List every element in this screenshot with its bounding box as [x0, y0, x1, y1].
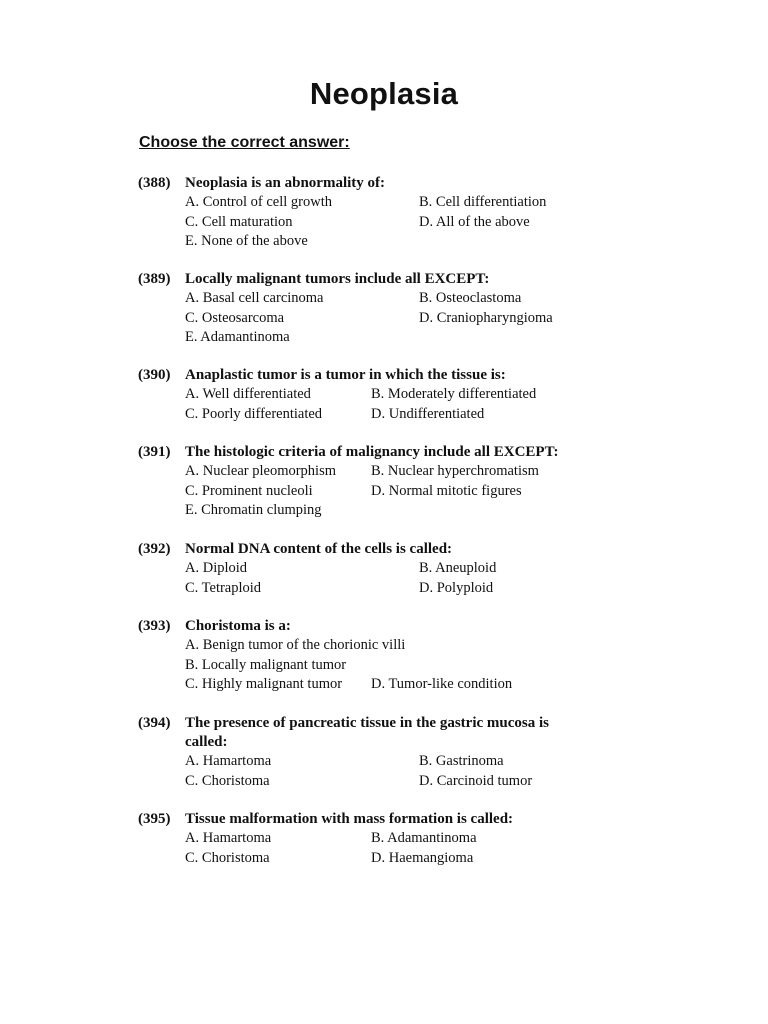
instruction-heading: Choose the correct answer: [139, 134, 350, 151]
option-b: B. Aneuploid [419, 560, 497, 576]
option-b: B. Cell differentiation [419, 194, 547, 210]
question-number: (395) [138, 811, 171, 827]
option-a: A. Basal cell carcinoma [185, 290, 324, 306]
question-number: (389) [138, 271, 171, 287]
option-d: D. Carcinoid tumor [419, 772, 533, 789]
option-a: A. Hamartoma [185, 830, 272, 846]
option-c: C. Choristoma [185, 772, 270, 789]
question-text: Tissue malformation with mass formation is called: [185, 811, 514, 827]
option-d: D. Polyploid [419, 579, 494, 596]
question-text: Normal DNA content of the cells is called: [185, 541, 453, 557]
question-text: Locally malignant tumors include all EXCEPT: [185, 271, 490, 287]
option-a: A. Hamartoma [185, 753, 272, 769]
question-392 [138, 540, 598, 598]
question-number: (388) [138, 175, 171, 191]
option-c: C. Cell maturation [185, 213, 293, 230]
option-c: C. Poorly differentiated [185, 405, 323, 422]
question-text: Choristoma is a: [185, 618, 291, 634]
option-d: D. Tumor-like condition [371, 676, 513, 692]
question-text: The histologic criteria of malignancy include all EXCEPT: [185, 444, 559, 460]
option-b: B. Osteoclastoma [419, 290, 522, 306]
option-a: A. Benign tumor of the chorionic villi [185, 637, 406, 653]
option-b: B. Gastrinoma [419, 753, 504, 769]
option-e: E. None of the above [185, 233, 308, 249]
option-d: D. Undifferentiated [371, 405, 485, 422]
option-e: E. Chromatin clumping [185, 502, 322, 518]
question-388 [138, 174, 598, 252]
question-394 [138, 714, 598, 791]
option-b: B. Locally malignant tumor [185, 656, 347, 673]
option-c: C. Osteosarcoma [185, 309, 285, 326]
question-number: (392) [138, 541, 171, 557]
option-d: D. Normal mitotic figures [371, 482, 522, 499]
option-a: A. Diploid [185, 560, 248, 576]
question-number: (390) [138, 367, 171, 383]
question-number: (393) [138, 618, 171, 634]
option-b: B. Moderately differentiated [371, 386, 537, 402]
page-title: Neoplasia [309, 76, 459, 111]
question-393 [138, 617, 598, 695]
option-c: C. Choristoma [185, 849, 270, 866]
question-text: The presence of pancreatic tissue in the gastric mucosa is called: [185, 715, 549, 750]
option-a: A. Control of cell growth [185, 194, 332, 210]
question-text: Anaplastic tumor is a tumor in which the tissue is: [185, 367, 506, 383]
option-d: D. All of the above [419, 213, 530, 230]
question-389 [138, 270, 598, 348]
option-d: D. Craniopharyngioma [419, 309, 553, 326]
question-390 [138, 366, 598, 424]
option-c: C. Tetraploid [185, 579, 262, 596]
question-391 [138, 443, 598, 521]
option-b: B. Adamantinoma [371, 830, 477, 846]
option-a: A. Well differentiated [185, 386, 311, 402]
option-c: C. Highly malignant tumor [185, 676, 343, 692]
question-number: (394) [138, 715, 171, 731]
question-text: Neoplasia is an abnormality of: [185, 175, 386, 191]
option-e: E. Adamantinoma [185, 329, 290, 345]
question-number: (391) [138, 444, 171, 460]
question-395 [138, 810, 598, 868]
option-a: A. Nuclear pleomorphism [185, 463, 337, 479]
option-d: D. Haemangioma [371, 849, 474, 866]
option-b: B. Nuclear hyperchromatism [371, 463, 539, 479]
option-c: C. Prominent nucleoli [185, 482, 313, 499]
